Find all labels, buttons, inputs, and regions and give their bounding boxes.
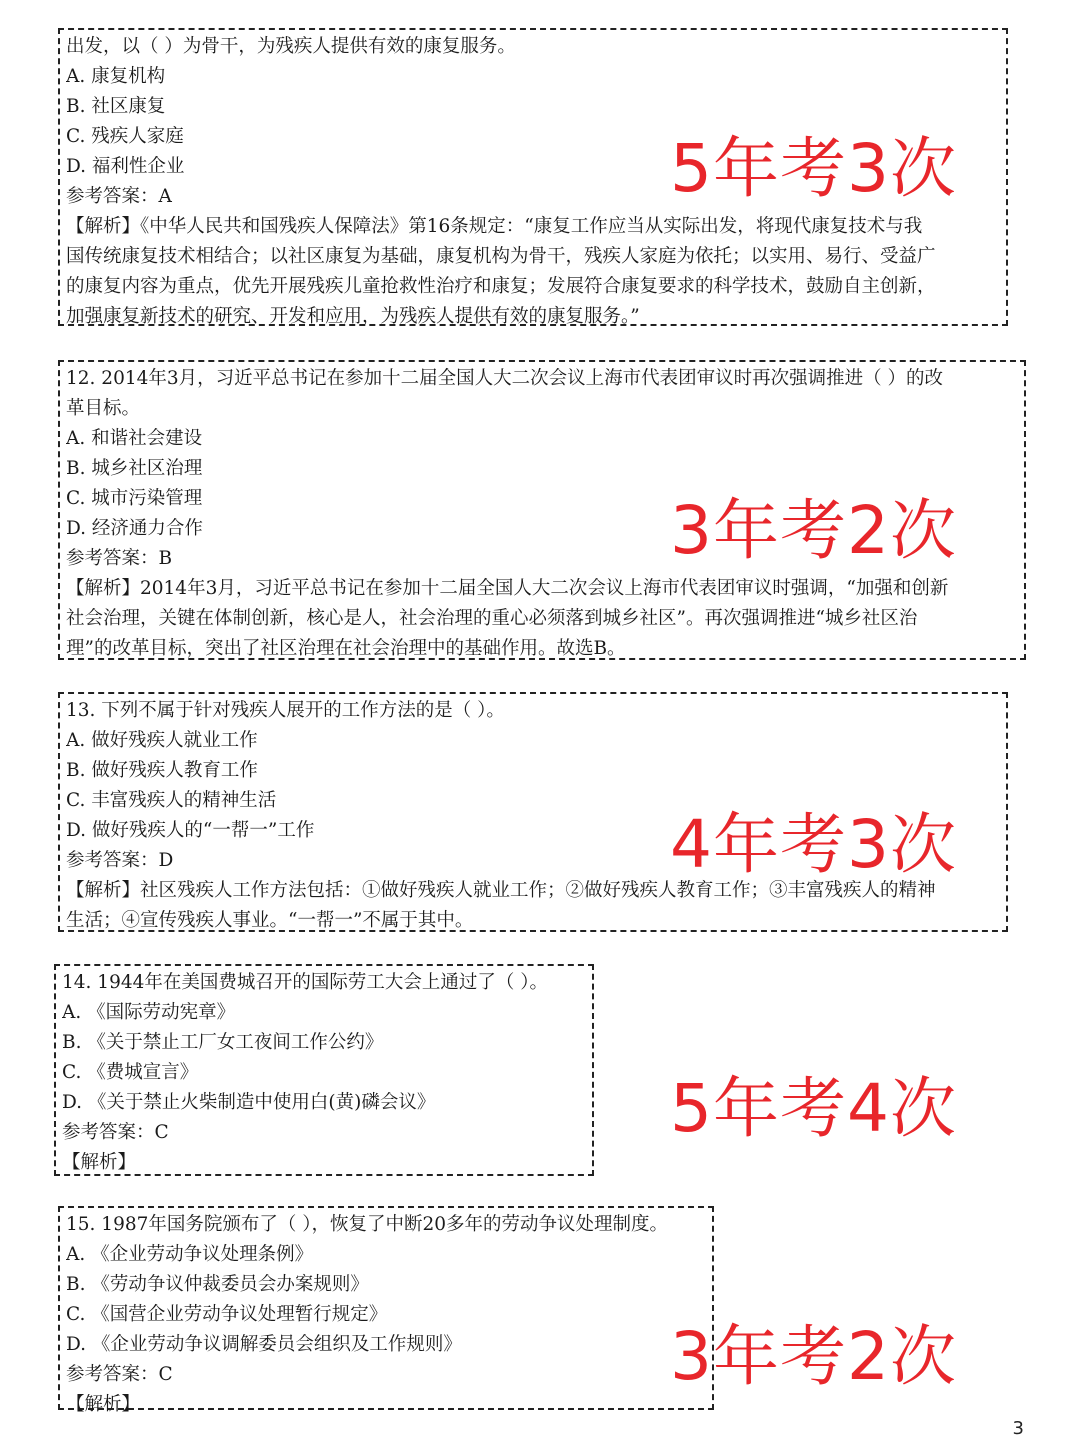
analysis-line: 【解析】2014年3月，习近平总书记在参加十二届全国人大二次会议上海市代表团审议时强调，“加强和创新: [66, 578, 949, 599]
analysis-line: 加强康复新技术的研究、开发和应用，为残疾人提供有效的康复服务。”: [66, 306, 640, 327]
option-c: C. 城市污染管理: [66, 488, 203, 509]
question-text: 14. 1944年在美国费城召开的国际劳工大会上通过了（ ）。: [62, 972, 549, 993]
option-d: D. 《企业劳动争议调解委员会组织及工作规则》: [66, 1334, 462, 1355]
option-c: C. 残疾人家庭: [66, 126, 184, 147]
frequency-stamp: 3年考2次: [670, 492, 957, 569]
option-a: A. 康复机构: [66, 66, 166, 87]
frequency-stamp: 5年考4次: [670, 1070, 957, 1147]
question-text: 15. 1987年国务院颁布了（ ），恢复了中断20多年的劳动争议处理制度。: [66, 1214, 669, 1235]
option-b: B. 城乡社区治理: [66, 458, 203, 479]
option-a: A. 《国际劳动宪章》: [62, 1002, 236, 1023]
frequency-stamp: 4年考3次: [670, 806, 957, 883]
analysis-line: 国传统康复技术相结合；以社区康复为基础，康复机构为骨干，残疾人家庭为依托；以实用、易行、受益广: [66, 246, 936, 267]
question-14-box: [54, 964, 594, 1176]
analysis-line: 【解析】: [62, 1152, 137, 1173]
question-text: 革目标。: [66, 398, 141, 419]
answer: 参考答案：A: [66, 186, 172, 207]
page-number: 3: [1012, 1418, 1024, 1439]
option-a: A. 做好残疾人就业工作: [66, 730, 258, 751]
answer: 参考答案：C: [62, 1122, 169, 1143]
question-text: 出发，以（ ）为骨干，为残疾人提供有效的康复服务。: [66, 36, 516, 57]
option-c: C. 《费城宣言》: [62, 1062, 199, 1083]
analysis-line: 生活；④宣传残疾人事业。“一帮一”不属于其中。: [66, 910, 474, 931]
analysis-line: 【解析】《中华人民共和国残疾人保障法》第16条规定：“康复工作应当从实际出发，将现代康复技术与我: [66, 216, 923, 237]
option-b: B. 《关于禁止工厂女工夜间工作公约》: [62, 1032, 384, 1053]
option-a: A. 和谐社会建设: [66, 428, 203, 449]
analysis-line: 【解析】社区残疾人工作方法包括：①做好残疾人就业工作；②做好残疾人教育工作；③丰富残疾人的精神: [66, 880, 936, 901]
option-d: D. 《关于禁止火柴制造中使用白(黄)磷会议》: [62, 1092, 436, 1113]
option-c: C. 丰富残疾人的精神生活: [66, 790, 277, 811]
option-b: B. 做好残疾人教育工作: [66, 760, 258, 781]
question-text: 13. 下列不属于针对残疾人展开的工作方法的是（ ）。: [66, 700, 505, 721]
analysis-line: 的康复内容为重点，优先开展残疾儿童抢救性治疗和康复；发展符合康复要求的科学技术，鼓励自主创新，: [66, 276, 936, 297]
frequency-stamp: 3年考2次: [670, 1318, 957, 1395]
question-text: 12. 2014年3月，习近平总书记在参加十二届全国人大二次会议上海市代表团审议时再次强调推进（ ）的改: [66, 368, 944, 389]
answer: 参考答案：D: [66, 850, 174, 871]
option-c: C. 《国营企业劳动争议处理暂行规定》: [66, 1304, 388, 1325]
option-d: D. 经济通力合作: [66, 518, 203, 539]
option-d: D. 做好残疾人的“一帮一”工作: [66, 820, 315, 841]
frequency-stamp: 5年考3次: [670, 130, 957, 207]
option-a: A. 《企业劳动争议处理条例》: [66, 1244, 314, 1265]
option-d: D. 福利性企业: [66, 156, 185, 177]
analysis-line: 【解析】: [66, 1394, 141, 1415]
answer: 参考答案：C: [66, 1364, 173, 1385]
question-15-box: [58, 1206, 714, 1415]
analysis-line: 理”的改革目标，突出了社区治理在社会治理中的基础作用。故选B。: [66, 638, 626, 659]
option-b: B. 社区康复: [66, 96, 166, 117]
option-b: B. 《劳动争议仲裁委员会办案规则》: [66, 1274, 369, 1295]
answer: 参考答案：B: [66, 548, 173, 569]
analysis-line: 社会治理，关键在体制创新，核心是人，社会治理的重心必须落到城乡社区”。再次强调推进“城乡社区治: [66, 608, 918, 629]
